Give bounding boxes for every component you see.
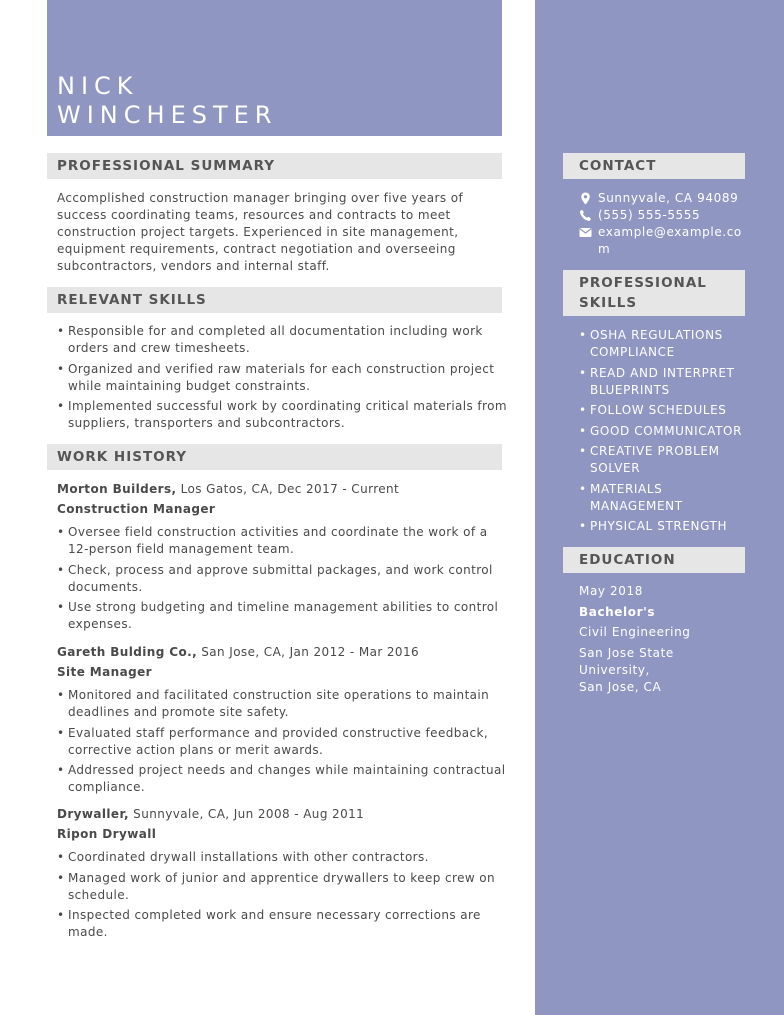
section-heading-contact: CONTACT (563, 153, 745, 179)
list-item: • Inspected completed work and ensure necessary corrections are made. (57, 907, 507, 941)
job-company: Drywaller, (57, 807, 129, 821)
list-item: • Responsible for and completed all documentation including work orders and crew timesheets. (57, 323, 507, 357)
list-item: • Oversee field construction activities and coordinate the work of a 12-person field management team. (57, 524, 507, 558)
education-info (579, 583, 749, 699)
job-title: Site Manager (57, 665, 152, 679)
email-text-line1: example@example.co (598, 225, 742, 239)
list-item: • MATERIALS MANAGEMENT (579, 481, 749, 515)
summary-line: subcontractors, vendors and internal staff. (57, 259, 330, 273)
job-details: Los Gatos, CA, Dec 2017 - Current (176, 482, 400, 496)
email-text-line2: m (598, 242, 611, 256)
job-details: Sunnyvale, CA, Jun 2008 - Aug 2011 (128, 807, 365, 821)
last-name: WINCHESTER (57, 101, 278, 129)
list-item: • OSHA REGULATIONS COMPLIANCE (579, 327, 749, 361)
education-date: May 2018 (579, 584, 643, 598)
list-item: • Use strong budgeting and timeline management abilities to control expenses. (57, 599, 507, 633)
section-heading-education: EDUCATION (563, 547, 745, 573)
education-degree: Bachelor's (579, 604, 656, 619)
list-item: • Addressed project needs and changes while maintaining contractual compliance. (57, 762, 507, 796)
education-school: San Jose State University, (579, 645, 674, 677)
contact-email (579, 224, 749, 258)
contact-address (579, 190, 749, 207)
section-heading-work: WORK HISTORY (47, 444, 502, 470)
relevant-skills-list (57, 323, 507, 436)
professional-skills-list (579, 327, 749, 539)
summary-line: construction project targets. Experienced in site management, (57, 225, 459, 239)
list-item: • CREATIVE PROBLEM SOLVER (579, 443, 749, 477)
job-entry (57, 481, 507, 637)
contact-phone (579, 207, 749, 224)
list-item: • Evaluated staff performance and provided constructive feedback, corrective action plans or merit awards. (57, 725, 507, 759)
summary-text (57, 190, 507, 275)
summary-line: equipment requirements, contract negotiation and overseeing (57, 242, 456, 256)
list-item: • Coordinated drywall installations with other contractors. (57, 849, 507, 866)
map-pin-icon (579, 192, 592, 205)
list-item: • Organized and verified raw materials for each construction project while maintaining budget constraints. (57, 361, 507, 395)
phone-text: (555) 555-5555 (598, 208, 701, 222)
section-heading-skills: RELEVANT SKILLS (47, 287, 502, 313)
heading-line: SKILLS (579, 295, 638, 311)
section-heading-professional-skills (563, 270, 745, 316)
job-header (57, 644, 507, 661)
job-details: San Jose, CA, Jan 2012 - Mar 2016 (197, 645, 420, 659)
address-text: Sunnyvale, CA 94089 (598, 191, 739, 205)
envelope-icon (579, 226, 592, 239)
phone-icon (579, 209, 592, 222)
summary-line: Accomplished construction manager bringing over five years of (57, 191, 464, 205)
education-field: Civil Engineering (579, 625, 691, 639)
list-item: • FOLLOW SCHEDULES (579, 402, 749, 419)
section-heading-summary: PROFESSIONAL SUMMARY (47, 153, 502, 179)
list-item: • GOOD COMMUNICATOR (579, 423, 749, 440)
job-company: Gareth Bulding Co., (57, 645, 198, 659)
list-item: • Check, process and approve submittal packages, and work control documents. (57, 562, 507, 596)
list-item: • PHYSICAL STRENGTH (579, 518, 749, 535)
job-title: Construction Manager (57, 502, 216, 516)
job-company: Morton Builders, (57, 482, 177, 496)
list-item: • Monitored and facilitated construction site operations to maintain deadlines and promote site safety. (57, 687, 507, 721)
summary-line: success coordinating teams, resources and contracts to meet (57, 208, 451, 222)
job-entry (57, 644, 507, 800)
job-header (57, 806, 507, 823)
heading-line: PROFESSIONAL (579, 275, 707, 291)
job-title: Ripon Drywall (57, 827, 157, 841)
job-header (57, 481, 507, 498)
candidate-name (57, 72, 277, 130)
contact-info (579, 190, 749, 258)
list-item: • READ AND INTERPRET BLUEPRINTS (579, 365, 749, 399)
job-entry (57, 806, 507, 945)
education-location: San Jose, CA (579, 679, 662, 694)
first-name: NICK (57, 72, 139, 100)
list-item: • Managed work of junior and apprentice drywallers to keep crew on schedule. (57, 870, 507, 904)
list-item: • Implemented successful work by coordinating critical materials from suppliers, transporters and subcontractors. (57, 398, 507, 432)
